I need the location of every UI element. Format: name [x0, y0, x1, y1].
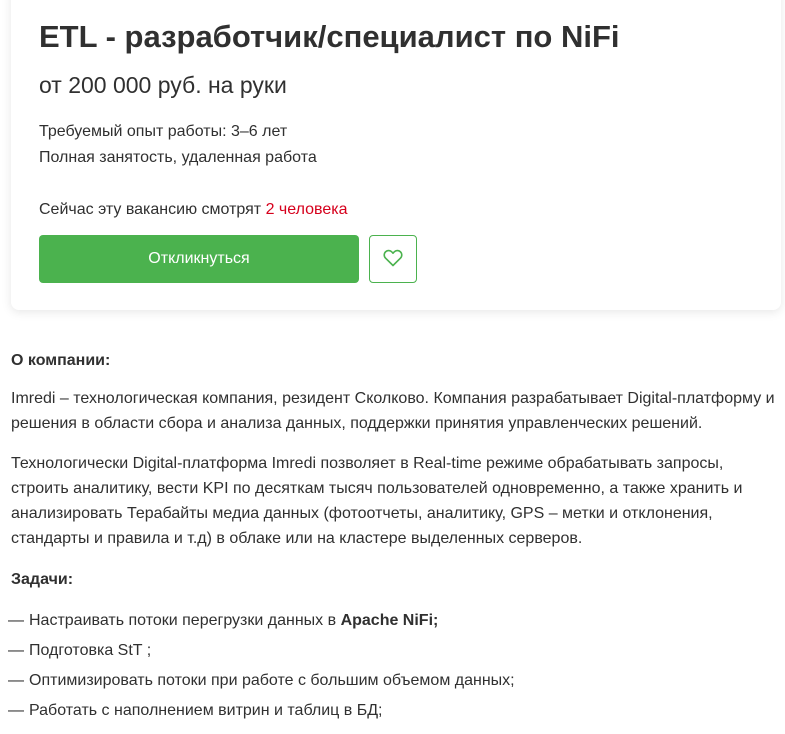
watching-prefix: Сейчас эту вакансию смотрят	[39, 201, 266, 218]
task-item	[8, 636, 515, 666]
vacancy-header-card	[11, 0, 781, 310]
vacancy-employment: Полная занятость, удаленная работа	[39, 149, 317, 166]
about-paragraph: Технологически Digital-платформа Imredi позволяет в Real-time режиме обрабатывать запросы, строить аналитику, вести KPI по десяткам тысяч пользователей одновременно, а также хранить и анализировать Терабайты медиа данных (фотоотчеты, аналитику, GPS – метки и отклонения, стандарты и правила и т.д) в облаке или на кластере выделенных серверов.	[11, 455, 743, 547]
dash: —	[8, 702, 24, 719]
favorite-button[interactable]	[369, 235, 417, 283]
vacancy-description	[8, 348, 781, 719]
task-item	[8, 696, 515, 726]
about-company-title: О компании:	[11, 352, 111, 369]
watching-count: 2 человека	[265, 201, 348, 218]
vacancy-title: ETL - разработчик/специалист по NiFi	[39, 19, 620, 54]
task-item	[8, 666, 515, 696]
task-text: Работать с наполнением витрин и таблиц в БД;	[29, 702, 383, 719]
apply-button[interactable]: Откликнуться	[39, 235, 359, 283]
tasks-title: Задачи:	[11, 571, 74, 588]
task-text: Оптимизировать потоки при работе с большим объемом данных;	[29, 672, 515, 689]
dash: —	[8, 642, 24, 659]
dash: —	[8, 672, 24, 689]
task-text: Подготовка StT ;	[29, 642, 152, 659]
dash: —	[8, 612, 24, 629]
task-text: Настраивать потоки перегрузки данных в	[29, 612, 341, 629]
vacancy-watching	[39, 201, 348, 219]
heart-outline-icon	[383, 249, 403, 270]
vacancy-experience: Требуемый опыт работы: 3–6 лет	[39, 123, 288, 140]
task-item	[8, 606, 515, 636]
about-paragraph: Imredi – технологическая компания, резидент Сколково. Компания разрабатывает Digital-платформу и решения в области сбора и анализа данных, поддержки принятия управленческих решений.	[11, 390, 775, 432]
vacancy-salary: от 200 000 руб. на руки	[39, 72, 287, 98]
task-bold-text: Apache NiFi;	[340, 612, 439, 629]
tasks-list	[8, 606, 515, 726]
